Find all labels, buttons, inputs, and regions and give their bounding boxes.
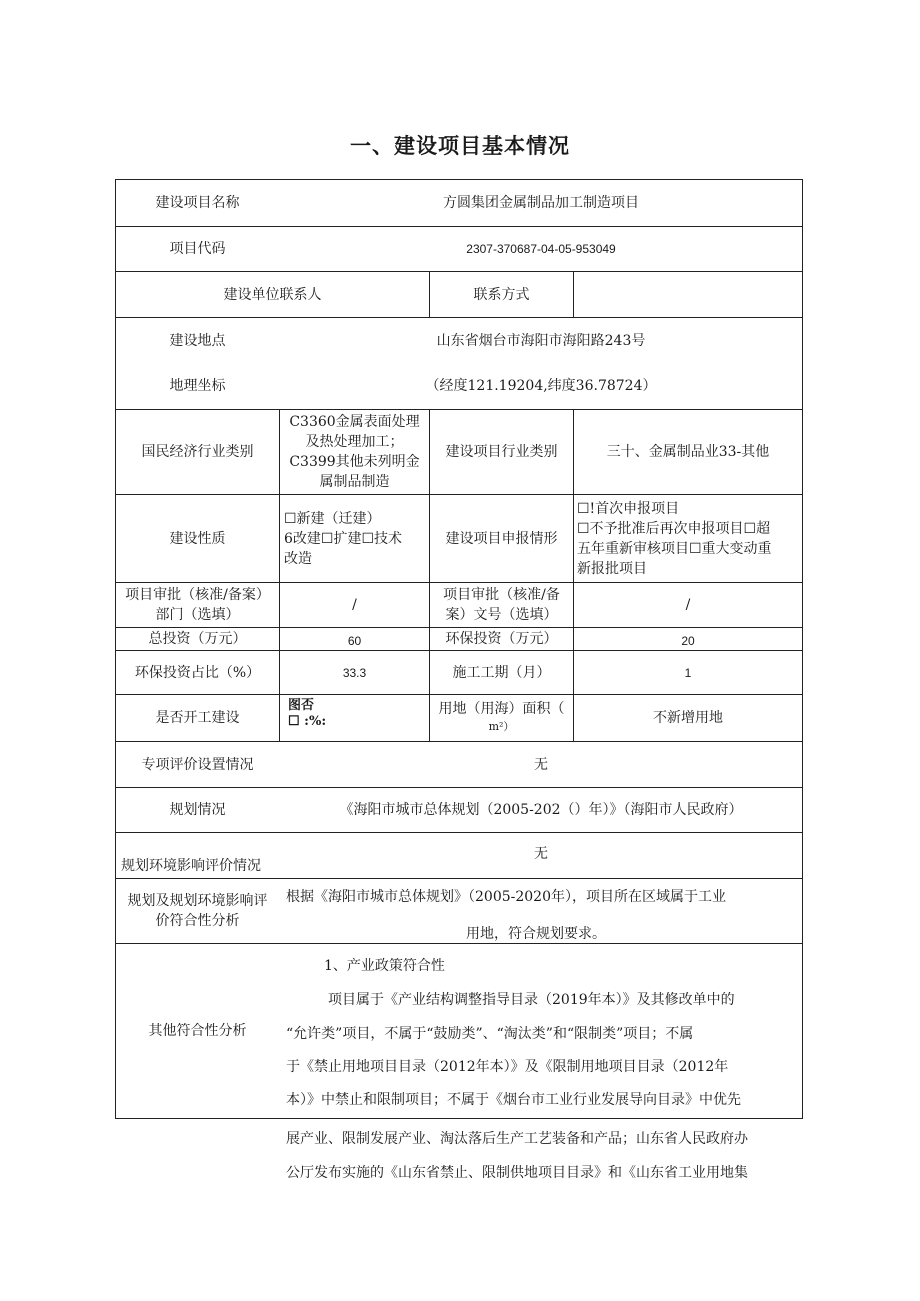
other-compliance-line-4: 于《禁止用地项目目录（2012年本）》及《限制用地项目目录（2012年 (286, 1059, 729, 1075)
other-compliance-line-1: 1、产业政策符合性 (324, 958, 445, 974)
total-investment-label: 总投资（万元） (148, 631, 247, 647)
planning-compliance-label: 规划及规划环境影响评 价符合性分析 (127, 893, 268, 929)
project-industry-label: 建设项目行业类别 (445, 444, 558, 460)
nature-label: 建设性质 (169, 530, 226, 547)
industry-label: 国民经济行业类别 (141, 444, 254, 460)
total-investment-value: 60 (347, 634, 362, 648)
planning-env-label: 规划环境影响评价情况 (121, 858, 261, 874)
env-ratio-value: 33.3 (342, 665, 367, 680)
special-eval-label: 专项评价设置情况 (141, 756, 254, 773)
construction-period-label: 施工工期（月） (452, 664, 551, 681)
project-name-value: 方圆集团金属制品加工制造项目 (443, 195, 639, 211)
land-area-value: 不新增用地 (653, 710, 723, 726)
project-industry-value: 三十、金属制品业33-其他 (606, 444, 770, 460)
other-compliance-label: 其他符合性分析 (148, 1023, 247, 1039)
project-code-label: 项目代码 (169, 241, 226, 257)
declaration-options: ☐!首次申报项目 ☐不予批准后再次申报项目☐超 五年重新审核项目☐重大变动重 新报批项目 (577, 500, 772, 577)
land-area-label: 用地（用海）面积（ m²） (438, 701, 565, 733)
other-compliance-line-3: “允许类”项目，不属于“鼓励类”、“淘汰类”和“限制类”项目；不属 (286, 1026, 694, 1042)
page-title: 一、建设项目基本情况 (350, 134, 570, 158)
planning-value: 《海阳市城市总体规划（2005-202（）年）》（海阳市人民政府） (339, 802, 743, 818)
other-compliance-line-5: 本）》中禁止和限制项目；不属于《烟台市工业行业发展导向目录》中优先 (286, 1092, 741, 1108)
contact-method-label: 联系方式 (473, 286, 530, 303)
contact-label: 建设单位联系人 (223, 286, 322, 303)
approval-doc-label: 项目审批（核准/备 案）文号（选填） (443, 587, 560, 623)
started-label: 是否开工建设 (155, 710, 240, 726)
location-label: 建设地点 (169, 333, 226, 349)
approval-doc-value: / (685, 597, 691, 613)
env-ratio-label: 环保投资占比（%） (134, 664, 261, 681)
env-investment-value: 20 (681, 634, 695, 648)
env-investment-label: 环保投资（万元） (445, 631, 558, 647)
location-value: 山东省烟台市海阳市海阳路243号 (436, 333, 646, 349)
construction-period-value: 1 (684, 665, 692, 680)
project-name-label: 建设项目名称 (155, 195, 240, 211)
planning-label: 规划情况 (169, 802, 226, 818)
planning-compliance-line-2: 用地，符合规划要求。 (466, 926, 606, 942)
planning-env-value: 无 (534, 846, 548, 862)
coords-label: 地理坐标 (169, 378, 226, 394)
project-code-value: 2307-370687-04-05-953049 (466, 242, 616, 256)
planning-compliance-line-1: 根据《海阳市城市总体规划》（2005-2020年），项目所在区域属于工业 (286, 889, 726, 905)
industry-value: C3360金属表面处理 及热处理加工； C3399其他未列明金 属制品制造 (289, 414, 420, 490)
trailing-line-2: 公厅发布实施的《山东省禁止、限制供地项目目录》和《山东省工业用地集 (286, 1165, 748, 1181)
special-eval-value: 无 (534, 756, 548, 773)
approval-dept-value: / (352, 597, 357, 613)
coords-value: （经度121.19204,纬度36.78724） (425, 378, 657, 394)
declaration-label: 建设项目申报情形 (445, 530, 558, 547)
contact-method-value (574, 272, 802, 317)
started-options: 图否 ☐ :%: (288, 698, 327, 729)
trailing-line-1: 展产业、限制发展产业、淘汰落后生产工艺装备和产品；山东省人民政府办 (286, 1131, 748, 1147)
nature-options: ☐新建（迁建） 6改建☐扩建☐技术 改造 (284, 510, 403, 567)
approval-dept-label: 项目审批（核准/备案） 部门（选填） (125, 587, 270, 623)
other-compliance-line-2: 项目属于《产业结构调整指导目录（2019年本）》及其修改单中的 (328, 992, 735, 1008)
